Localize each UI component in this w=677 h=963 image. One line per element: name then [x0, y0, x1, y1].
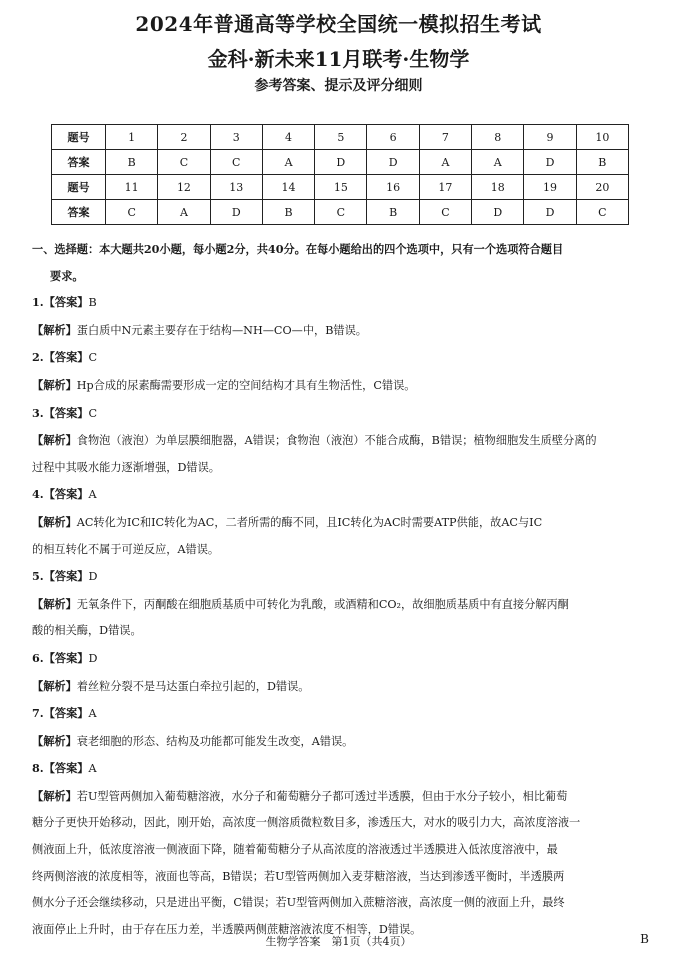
answer-value: D: [88, 651, 98, 665]
answer-tag: 【答案】: [43, 405, 89, 420]
explain-tag: 【解析】: [32, 596, 77, 611]
explain-tag: 【解析】: [32, 322, 77, 337]
answer-table: [51, 124, 629, 225]
explanation-text: AC转化为IC和IC转化为AC，二者所需的酶不同，且IC转化为AC时需要ATP供能，故AC与IC: [76, 515, 543, 529]
explain-tag: 【解析】: [32, 514, 77, 529]
table-cell: D: [524, 200, 576, 225]
explanation-text: 着丝粒分裂不是马达蛋白牵拉引起的，D错误。: [76, 679, 310, 693]
explanation-line-cont: 过程中其吸水能力逐渐增强，D错误。: [32, 460, 220, 474]
answer-tag: 【答案】: [43, 350, 89, 365]
row-label-num: 题号: [52, 125, 106, 150]
exam-title: 2024年普通高等学校全国统一模拟招生考试: [135, 12, 542, 36]
explanation-line: [32, 427, 652, 455]
explain-tag: 【解析】: [32, 733, 77, 748]
table-cell: B: [106, 150, 158, 175]
answer-tag: 【答案】: [43, 487, 89, 502]
table-cell: 10: [576, 125, 628, 150]
table-cell: D: [472, 200, 524, 225]
table-cell: A: [262, 150, 314, 175]
answer-explanations: [32, 236, 652, 943]
table-cell: 12: [158, 175, 210, 200]
explanation-line-cont: 酸的相关酶，D错误。: [32, 624, 142, 638]
answer-value: C: [88, 406, 98, 420]
table-cell: 5: [315, 125, 367, 150]
explanation-line: [32, 372, 652, 400]
explanation-line: [32, 591, 652, 619]
table-cell: D: [315, 150, 367, 175]
explanation-line: [32, 673, 652, 701]
table-cell: 19: [524, 175, 576, 200]
table-cell: 11: [106, 175, 158, 200]
answer-line: [32, 700, 652, 728]
answer-value: B: [88, 296, 97, 310]
row-label-num: 题号: [52, 175, 106, 200]
answer-value: C: [88, 351, 98, 365]
question-number: 2.: [32, 350, 44, 365]
answer-value: A: [88, 707, 97, 721]
question-number: 4.: [32, 487, 44, 502]
question-number: 7.: [32, 706, 44, 721]
table-cell: B: [367, 200, 419, 225]
answer-line: [32, 755, 652, 783]
table-cell: B: [576, 150, 628, 175]
table-cell: 14: [262, 175, 314, 200]
table-cell: 4: [262, 125, 314, 150]
table-cell: 7: [419, 125, 471, 150]
table-cell: A: [472, 150, 524, 175]
explanation-line-cont: 的相互转化不属于可逆反应，A错误。: [32, 542, 220, 556]
answer-line: [32, 481, 652, 509]
explanation-line-cont: 糖分子更快开始移动，因此，刚开始，高浓度一侧溶质微粒数目多，渗透压大，对水的吸引力大，高浓度溶液一: [32, 816, 581, 830]
answer-tag: 【答案】: [43, 295, 89, 310]
explain-tag: 【解析】: [32, 788, 77, 803]
answer-line: [32, 400, 652, 428]
answer-tag: 【答案】: [43, 569, 89, 584]
answer-tag: 【答案】: [43, 650, 89, 665]
explain-tag: 【解析】: [32, 377, 77, 392]
table-cell: 16: [367, 175, 419, 200]
question-number: 3.: [32, 405, 44, 420]
answer-tag: 【答案】: [43, 706, 89, 721]
explanation-text: 衰老细胞的形态、结构及功能都可能发生改变，A错误。: [76, 734, 354, 748]
table-row-nums-2: [52, 175, 629, 200]
question-number: 6.: [32, 650, 44, 665]
doc-heading: 参考答案、提示及评分细则: [254, 78, 423, 94]
explanation-text: 蛋白质中N元素主要存在于结构—NH—CO—中，B错误。: [76, 323, 367, 337]
answer-tag: 【答案】: [43, 761, 89, 776]
explanation-line-cont: 侧水分子还会继续移动，只是进出平衡，C错误；若U型管两侧加入蔗糖溶液，高浓度一侧的液面上升，最终: [32, 896, 565, 910]
table-cell: B: [262, 200, 314, 225]
table-cell: C: [158, 150, 210, 175]
answer-line: [32, 645, 652, 673]
answer-value: A: [88, 488, 97, 502]
table-cell: 13: [210, 175, 262, 200]
explain-tag: 【解析】: [32, 433, 77, 448]
table-cell: 18: [472, 175, 524, 200]
answer-line: [32, 344, 652, 372]
table-cell: C: [419, 200, 471, 225]
question-number: 8.: [32, 761, 44, 776]
explanation-text: 无氧条件下，丙酮酸在细胞质基质中可转化为乳酸，或酒精和CO₂，故细胞质基质中有直接分解丙酮: [76, 597, 569, 611]
table-cell: D: [210, 200, 262, 225]
row-label-ans: 答案: [52, 150, 106, 175]
table-row-ans-2: [52, 200, 629, 225]
explanation-line: [32, 728, 652, 756]
table-cell: C: [106, 200, 158, 225]
table-cell: 6: [367, 125, 419, 150]
table-cell: 3: [210, 125, 262, 150]
table-cell: C: [210, 150, 262, 175]
answer-value: D: [88, 570, 98, 584]
table-cell: 1: [106, 125, 158, 150]
explanation-line: [32, 509, 652, 537]
answer-line: [32, 563, 652, 591]
question-number: 1.: [32, 295, 44, 310]
table-cell: 9: [524, 125, 576, 150]
section-heading-cont: 要求。: [50, 268, 84, 283]
table-cell: D: [524, 150, 576, 175]
explanation-line: [32, 317, 652, 345]
explanation-text: 若U型管两侧加入葡萄糖溶液，水分子和葡萄糖分子都可透过半透膜，但由于水分子较小，相比葡萄: [76, 789, 568, 803]
table-cell: A: [419, 150, 471, 175]
table-cell: C: [576, 200, 628, 225]
explanation-text: 食物泡（液泡）为单层膜细胞器，A错误；食物泡（液泡）不能合成酶，B错误；植物细胞发生质壁分离的: [76, 434, 597, 448]
section-heading: 一、选择题：本大题共20小题，每小题2分，共40分。在每小题给出的四个选项中，只有一个选项符合题目: [32, 242, 564, 256]
table-cell: 15: [315, 175, 367, 200]
version-mark: B: [640, 932, 649, 946]
answer-line: [32, 289, 652, 317]
table-cell: 20: [576, 175, 628, 200]
explain-tag: 【解析】: [32, 678, 77, 693]
answer-value: A: [88, 762, 97, 776]
table-cell: 8: [472, 125, 524, 150]
table-cell: C: [315, 200, 367, 225]
explanation-line-cont: 终两侧溶液的浓度相等，液面也等高，B错误；若U型管两侧加入麦芽糖溶液，当达到渗透平衡时，半透膜两: [32, 869, 565, 883]
row-label-ans: 答案: [52, 200, 106, 225]
table-row-nums-1: [52, 125, 629, 150]
table-cell: 2: [158, 125, 210, 150]
table-cell: A: [158, 200, 210, 225]
explanation-line-cont: 侧液面上升，低浓度溶液一侧液面下降，随着葡萄糖分子从高浓度的溶液透过半透膜进入低浓度溶液中，最: [32, 843, 558, 857]
explanation-line-cont: 液面停止上升时，由于存在压力差，半透膜两侧蔗糖溶液浓度不相等，D错误。: [32, 922, 422, 936]
explanation-text: Hp合成的尿素酶需要形成一定的空间结构才具有生物活性，C错误。: [76, 378, 416, 392]
table-row-ans-1: [52, 150, 629, 175]
explanation-line: [32, 783, 652, 811]
exam-subtitle: 金科·新未来11月联考·生物学: [207, 47, 470, 71]
table-cell: 17: [419, 175, 471, 200]
question-number: 5.: [32, 569, 44, 584]
table-cell: D: [367, 150, 419, 175]
page-footer: 生物学答案 第1页（共4页）: [265, 935, 412, 948]
